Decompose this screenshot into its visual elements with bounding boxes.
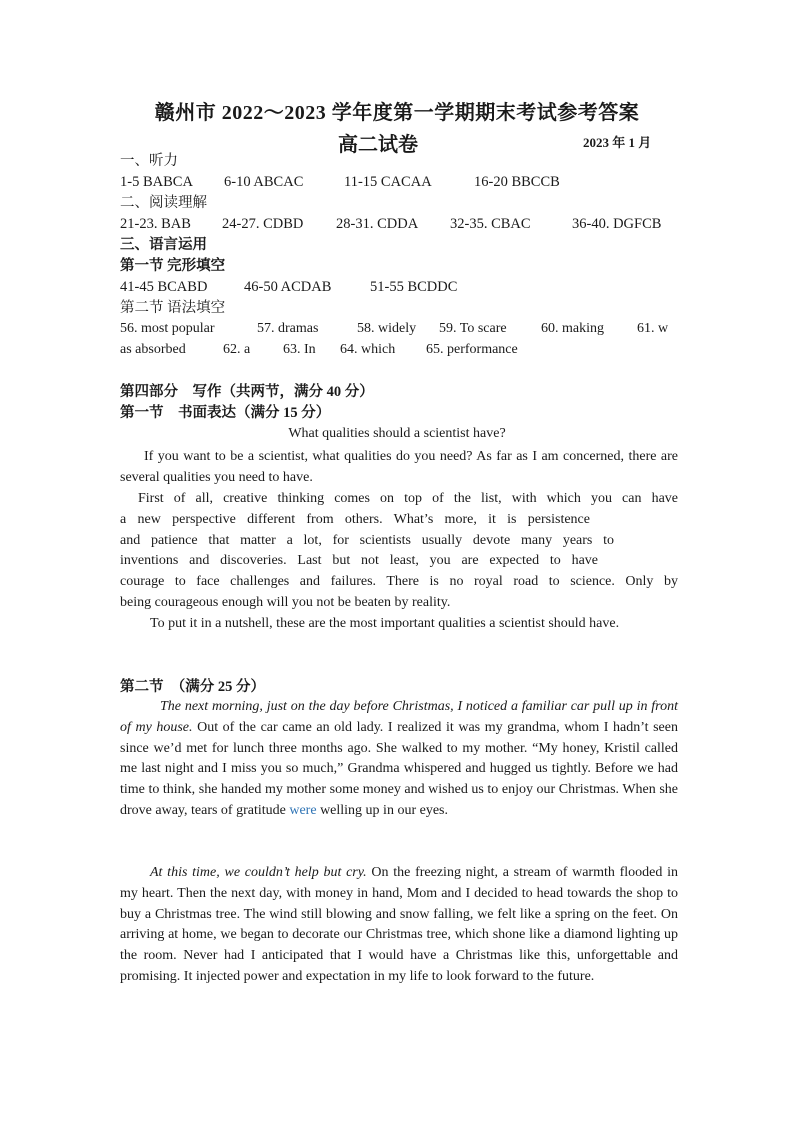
writing-part1-heading: 第一节 书面表达（满分 15 分） bbox=[120, 405, 331, 421]
essay-line: and patience that matter a lot, for scientists usually devote many years to bbox=[120, 532, 614, 548]
page-title: 赣州市 2022～2023 学年度第一学期期末考试参考答案 bbox=[154, 102, 640, 124]
grammar-answers-line1 bbox=[120, 319, 668, 339]
answer-item: 57. dramas bbox=[257, 321, 319, 336]
answer-group: 32-35. CBAC bbox=[450, 216, 531, 232]
story-opening-sentence: At this time, we couldn’t help but cry. bbox=[150, 865, 367, 880]
writing-heading: 第四部分 写作（共两节，满分 40 分） bbox=[120, 384, 374, 400]
story-text: Out of the car came an old lady. I realized it was my grandma, whom I hadn’t seen since we’d met for lunch three months ago. She walked to my mother. “My honey, Kristil called me last night and I miss you so much,” Grandma whispered and hugged us tightly. Before we had time to think, she handed my mother some money and wished us to enjoy our Christmas. When she drove away, tears of gratitude bbox=[120, 719, 678, 818]
answer-item: as absorbed bbox=[120, 342, 186, 357]
answer-group: 24-27. CDBD bbox=[222, 216, 304, 232]
answer-item: 64. which bbox=[340, 342, 396, 357]
exam-date: 2023 年 1 月 bbox=[583, 135, 652, 150]
answer-item: 58. widely bbox=[357, 321, 417, 336]
essay-line: being courageous enough will you not be beaten by reality. bbox=[120, 594, 451, 610]
essay-paragraph-3: To put it in a nutshell, these are the most important qualities a scientist should have. bbox=[150, 616, 620, 631]
answer-group: 6-10 ABCAC bbox=[224, 174, 304, 190]
essay-line: a new perspective different from others. What’s more, it is persistence bbox=[120, 511, 590, 527]
essay-line: inventions and discoveries. Last but not least, you are expected to have bbox=[120, 553, 598, 569]
language-heading: 三、语言运用 bbox=[120, 237, 207, 253]
answer-group: 28-31. CDDA bbox=[336, 216, 419, 232]
answer-item: 65. performance bbox=[426, 342, 518, 357]
story-paragraph-2 bbox=[120, 863, 678, 988]
essay-paragraph-1: If you want to be a scientist, what qualities do you need? As far as I am concerned, there are several qualities you need to have. bbox=[120, 449, 678, 485]
reading-heading: 二、阅读理解 bbox=[120, 195, 207, 211]
story-text: On the freezing night, a stream of warmth flooded in my heart. Then the next day, with money in hand, Mom and I decided to head towards the shop to buy a Christmas tree. The wind still blowing and snow falling, we felt like a spring on the feet. On arriving at home, we began to decorate our Christmas tree, which shone like a diamond lighting up the room. Never had I anticipated that I would have a Christmas like this, unforgettable and promising. It injected power and expectation in my life to look forward to the future. bbox=[120, 865, 678, 984]
answer-item: 59. To scare bbox=[439, 321, 507, 336]
answer-item: 61. w bbox=[637, 321, 669, 336]
grammar-heading: 第二节 语法填空 bbox=[120, 300, 226, 316]
answer-group: 16-20 BBCCB bbox=[474, 174, 560, 190]
essay-paragraph-2 bbox=[120, 489, 678, 614]
answer-group: 36-40. DGFCB bbox=[572, 216, 662, 232]
highlighted-word: were bbox=[289, 802, 317, 818]
essay-line: First of all, creative thinking comes on top of the list, with which you can have bbox=[138, 491, 678, 506]
listening-answers bbox=[120, 172, 560, 192]
story-opening-sentence: The next morning, just on the day before Christmas, I noticed a familiar car pull up in front of my house. bbox=[120, 699, 678, 735]
listening-heading: 一、听力 bbox=[120, 153, 178, 169]
page-subtitle: 高二试卷 bbox=[338, 134, 418, 156]
answer-group: 11-15 CACAA bbox=[344, 174, 432, 190]
answer-group: 41-45 BCABD bbox=[120, 279, 208, 295]
cloze-answers bbox=[120, 277, 457, 297]
writing-part2-heading: 第二节 （满分 25 分） bbox=[120, 679, 265, 695]
answer-item: 63. In bbox=[283, 342, 316, 357]
story-paragraph-1 bbox=[120, 697, 678, 822]
answer-item: 60. making bbox=[541, 321, 604, 336]
answer-group: 1-5 BABCA bbox=[120, 174, 193, 190]
cloze-heading: 第一节 完形填空 bbox=[120, 258, 226, 274]
story-text: welling up in our eyes. bbox=[316, 802, 448, 818]
essay-title: What qualities should a scientist have? bbox=[288, 426, 506, 441]
reading-answers bbox=[120, 214, 661, 234]
answer-group: 21-23. BAB bbox=[120, 216, 191, 232]
answer-group: 51-55 BCDDC bbox=[370, 279, 458, 295]
answer-item: 62. a bbox=[223, 342, 251, 357]
grammar-answers-line2 bbox=[120, 340, 518, 360]
answer-item: 56. most popular bbox=[120, 321, 215, 336]
answer-group: 46-50 ACDAB bbox=[244, 279, 332, 295]
essay-line: courage to face challenges and failures. There is no royal road to science. Only by bbox=[120, 574, 678, 590]
